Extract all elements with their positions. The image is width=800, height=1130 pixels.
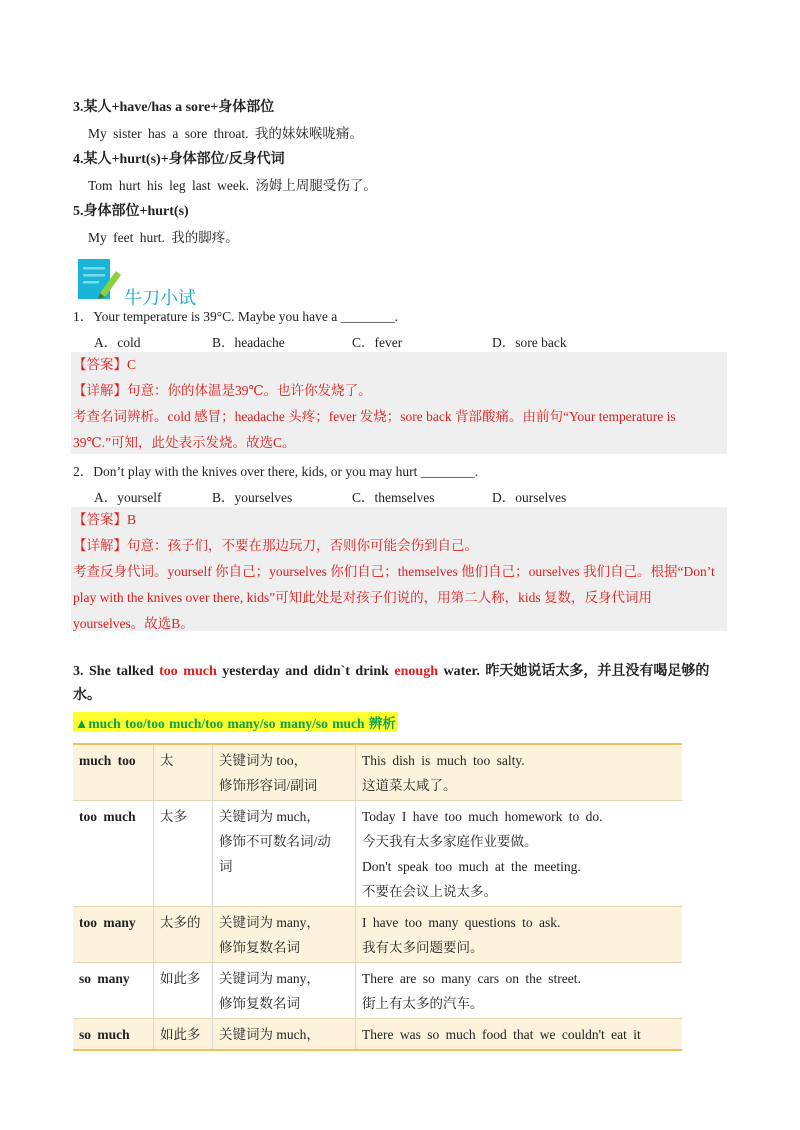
usage-line: 关键词为 much，	[219, 1027, 320, 1042]
meaning-cell: 如此多	[154, 1019, 213, 1051]
term-cell: too many	[79, 915, 136, 930]
example-line: This dish is much too salty.	[362, 753, 525, 768]
answer-2: 【答案】B	[73, 512, 137, 527]
question-2-option-d: D．ourselves	[492, 490, 567, 505]
table-row	[73, 907, 682, 963]
comparison-heading: ▲much too/too much/too many/so many/so much 辨析	[73, 712, 398, 732]
question-1-option-b: B．headache	[212, 335, 285, 350]
meaning-cell: 太多	[154, 801, 213, 907]
usage-line: 修饰复数名词	[219, 940, 300, 955]
question-1-option-d: D．sore back	[492, 335, 567, 350]
term-cell: so much	[79, 1027, 130, 1042]
meaning-cell: 太	[154, 744, 213, 801]
sentence-3-red-too-much: too much	[159, 664, 217, 679]
detail-1-explanation: 考查名词辨析。cold 感冒；headache 头疼；fever 发烧；sore back 背部酸痛。由前句“Your temperature is 39℃.”可知，此处表示发烧。故选C。	[73, 409, 676, 450]
sentence-3	[73, 660, 733, 708]
rule-heading-3: 3.某人+have/has a sore+身体部位	[73, 100, 275, 115]
term-cell: too much	[79, 809, 136, 824]
usage-line: 修饰形容词/副词	[219, 778, 318, 793]
detail-1-translation: 【详解】句意：你的体温是39℃。也许你发烧了。	[73, 383, 372, 398]
example-cell	[356, 907, 683, 963]
example-line: There was so much food that we couldn't eat it	[362, 1027, 641, 1042]
usage-cell	[213, 907, 356, 963]
pencil-note-icon	[76, 253, 122, 301]
question-2-option-b: B．yourselves	[212, 490, 293, 505]
question-2-option-a: A．yourself	[94, 490, 162, 505]
rule-example-4: Tom hurt his leg last week. 汤姆上周腿受伤了。	[88, 178, 377, 193]
question-1-stem: 1．Your temperature is 39°C. Maybe you have a ________.	[73, 309, 398, 324]
example-line: There are so many cars on the street.	[362, 971, 581, 986]
sentence-3-suffix: water. 昨天她说话太多，并且没有喝足够的水。	[73, 664, 710, 703]
usage-line: 修饰复数名词	[219, 996, 300, 1011]
meaning-cell: 太多的	[154, 907, 213, 963]
example-line: 街上有太多的汽车。	[362, 996, 484, 1011]
answer-box-2	[71, 507, 727, 631]
term-cell: so many	[79, 971, 130, 986]
table-row	[73, 744, 682, 801]
table-row	[73, 1019, 682, 1051]
example-cell	[356, 1019, 683, 1051]
question-2-option-c: C．themselves	[352, 490, 435, 505]
answer-box-1	[71, 352, 727, 454]
usage-line: 词	[219, 859, 233, 874]
table-row	[73, 963, 682, 1019]
rule-example-3: My sister has a sore throat. 我的妹妹喉咙痛。	[88, 126, 363, 141]
example-cell	[356, 744, 683, 801]
question-2-stem: 2．Don’t play with the knives over there, kids, or you may hurt ________.	[73, 464, 479, 479]
usage-line: 关键词为 many，	[219, 915, 320, 930]
question-1-option-a: A．cold	[94, 335, 141, 350]
example-line: 不要在会议上说太多。	[362, 884, 497, 899]
table-row	[73, 801, 682, 907]
usage-line: 修饰不可数名词/动	[219, 834, 331, 849]
rule-heading-4: 4.某人+hurt(s)+身体部位/反身代词	[73, 152, 285, 167]
comparison-table	[73, 743, 682, 1051]
example-line: Today I have too much homework to do.	[362, 809, 603, 824]
usage-cell	[213, 963, 356, 1019]
section-title: 牛刀小试	[124, 288, 196, 309]
sentence-3-prefix: 3. She talked	[73, 664, 160, 679]
detail-2-translation: 【详解】句意：孩子们，不要在那边玩刀，否则你可能会伤到自己。	[73, 538, 478, 553]
question-1-option-c: C．fever	[352, 335, 403, 350]
rule-heading-5: 5.身体部位+hurt(s)	[73, 204, 189, 219]
usage-line: 关键词为 too，	[219, 753, 308, 768]
usage-cell	[213, 1019, 356, 1051]
example-line: 今天我有太多家庭作业要做。	[362, 834, 538, 849]
question-2-options	[94, 486, 714, 504]
sentence-3-mid: yesterday and didn`t drink	[216, 664, 395, 679]
rule-example-5: My feet hurt. 我的脚疼。	[88, 230, 239, 245]
answer-1: 【答案】C	[73, 357, 137, 372]
usage-line: 关键词为 many，	[219, 971, 320, 986]
usage-cell	[213, 801, 356, 907]
term-cell: much too	[79, 753, 136, 768]
example-line: 这道菜太咸了。	[362, 778, 457, 793]
detail-2-explanation: 考查反身代词。yourself 你自己；yourselves 你们自己；themselves 他们自己；ourselves 我们自己。根据“Don’t play with the knives over there, kids”可知此处是对孩子们说的，用第二人称，kids 复数，反身代词用 yourselves。故选B。	[73, 564, 715, 631]
example-line: I have too many questions to ask.	[362, 915, 561, 930]
example-line: Don't speak too much at the meeting.	[362, 859, 581, 874]
usage-cell	[213, 744, 356, 801]
sentence-3-red-enough: enough	[394, 664, 438, 679]
example-cell	[356, 963, 683, 1019]
meaning-cell: 如此多	[154, 963, 213, 1019]
usage-line: 关键词为 much，	[219, 809, 320, 824]
example-cell	[356, 801, 683, 907]
question-1-options	[94, 331, 714, 349]
example-line: 我有太多问题要问。	[362, 940, 484, 955]
